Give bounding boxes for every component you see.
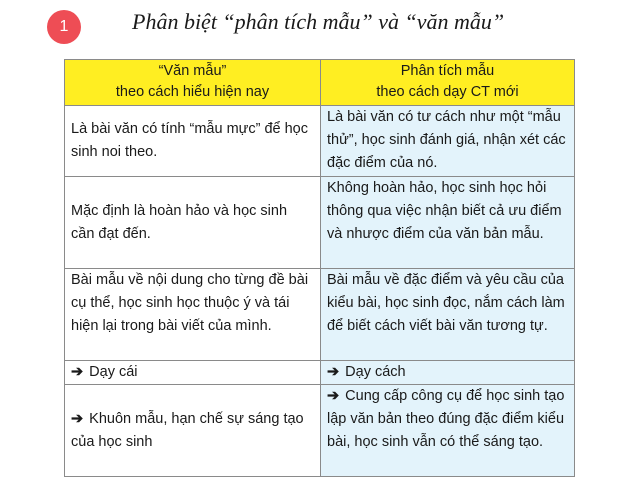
header-line: theo cách dạy CT mới — [376, 84, 519, 100]
arrow-right-icon: ➔ — [327, 388, 340, 404]
header-line: “Văn mẫu” — [158, 63, 227, 79]
table-cell-left — [65, 361, 321, 385]
cell-text: Dạy cái — [89, 364, 138, 380]
header-line: Phân tích mẫu — [400, 63, 495, 79]
table-row — [65, 269, 575, 361]
header-van-mau — [65, 60, 321, 106]
cell-text: Dạy cách — [345, 364, 406, 380]
table-row — [65, 177, 575, 269]
table-cell-left: Là bài văn có tính “mẫu mực” để học sinh noi theo. — [65, 106, 321, 177]
header-phan-tich-mau — [321, 60, 575, 106]
table-cell-left: Bài mẫu về nội dung cho từng đề bài cụ thể, học sinh học thuộc ý và tái hiện lại trong bài viết của mình. — [65, 269, 321, 361]
comparison-table — [64, 59, 575, 477]
table-cell-right: Là bài văn có tư cách như một “mẫu thử”, học sinh đánh giá, nhận xét các đặc điểm của nó. — [321, 106, 575, 177]
table-cell-left — [65, 385, 321, 477]
table-cell-right — [321, 361, 575, 385]
section-number-badge: 1 — [47, 10, 81, 44]
arrow-right-icon: ➔ — [71, 410, 84, 427]
page-title: Phân biệt “phân tích mẫu” và “văn mẫu” — [132, 9, 505, 34]
cell-text: Cung cấp công cụ để học sinh tạo lập văn bản theo đúng đặc điểm kiểu bài, học sinh vẫn có thể sáng tạo. — [327, 388, 565, 450]
table-row — [65, 106, 575, 177]
cell-text: Khuôn mẫu, hạn chế sự sáng tạo của học sinh — [71, 410, 304, 450]
table-row — [65, 361, 575, 385]
table-header-row — [65, 60, 575, 106]
table-cell-right — [321, 385, 575, 477]
header-line: theo cách hiểu hiện nay — [115, 84, 270, 100]
arrow-right-icon: ➔ — [71, 364, 84, 380]
table-row — [65, 385, 575, 477]
table-cell-right: Không hoàn hảo, học sinh học hỏi thông qua việc nhận biết cả ưu điểm và nhược điểm của văn bản mẫu. — [321, 177, 575, 269]
table-cell-left: Mặc định là hoàn hảo và học sinh cần đạt đến. — [65, 177, 321, 269]
arrow-right-icon: ➔ — [327, 364, 340, 380]
table-cell-right: Bài mẫu về đặc điểm và yêu cầu của kiểu bài, học sinh đọc, nắm cách làm để biết cách viết bài văn tương tự. — [321, 269, 575, 361]
